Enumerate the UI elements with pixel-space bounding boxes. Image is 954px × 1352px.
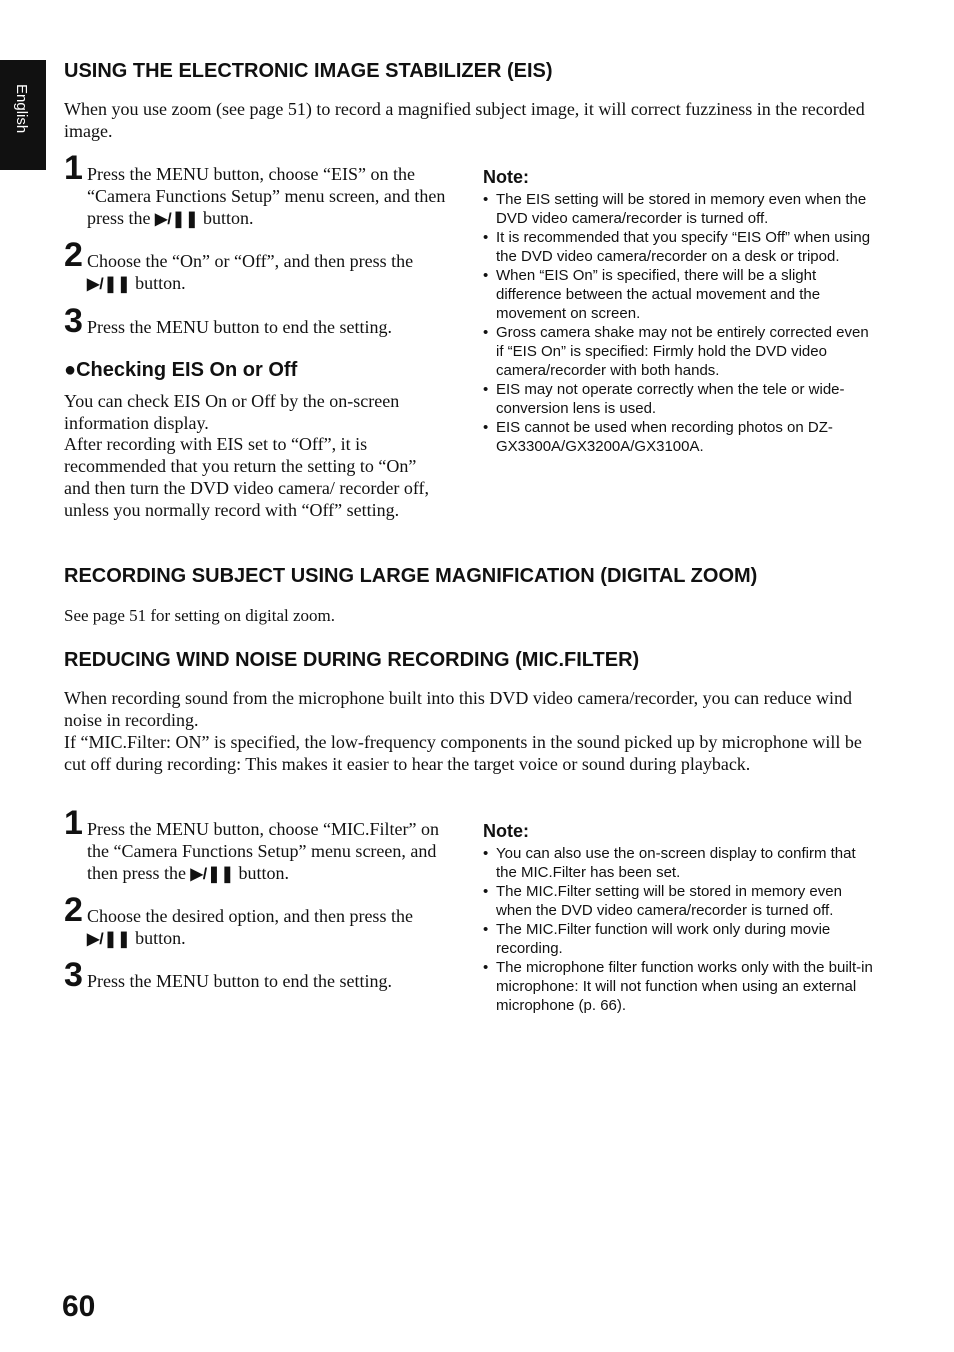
eis-step-3	[64, 302, 456, 340]
page-number: 60	[62, 1290, 96, 1323]
note-title: Note:	[483, 167, 529, 187]
note-item: • The MIC.Filter setting will be stored in memory even when the DVD video camera/recorder is turned off.	[483, 883, 842, 919]
eis-note	[483, 168, 875, 456]
play-pause-icon: ▶/❚❚	[87, 276, 131, 293]
mic-filter-heading: REDUCING WIND NOISE DURING RECORDING (MIC.FILTER)	[64, 649, 640, 671]
step-text: Press the MENU button to end the setting.	[87, 317, 392, 337]
note-item: • EIS cannot be used when recording photos on DZ-GX3300A/GX3200A/GX3100A.	[483, 419, 833, 455]
step-number: 3	[64, 956, 83, 994]
eis-heading: USING THE ELECTRONIC IMAGE STABILIZER (EIS)	[64, 60, 553, 82]
step-text: Choose the desired option, and then press the	[87, 906, 413, 926]
step-text: Press the MENU button, choose “MIC.Filter” on the “Camera Functions Setup” menu screen, and then press the	[87, 819, 439, 883]
step-number: 2	[64, 891, 83, 929]
play-pause-icon: ▶/❚❚	[190, 866, 235, 883]
note-item: • The microphone filter function works only with the built-in microphone: It will not function when using an external microphone (p. 66).	[483, 959, 873, 1014]
mic-note	[483, 822, 875, 1015]
language-side-tab	[0, 60, 46, 170]
mic-step-2: 2 Choose the desired option, and then press the ▶/❚❚ button.	[64, 891, 413, 948]
mic-filter-intro-2: If “MIC.Filter: ON” is specified, the low-frequency components in the sound picked up by microphone will be cut off during recording: This makes it easier to hear the target voice or sound during playback.	[64, 732, 862, 774]
note-item: • EIS may not operate correctly when the tele or wide-conversion lens is used.	[483, 381, 845, 417]
note-title: Note:	[483, 821, 529, 841]
step-number: 3	[64, 302, 83, 340]
check-eis-text-1: You can check EIS On or Off by the on-screen information display.	[64, 391, 400, 433]
mic-step-1: 1 Press the MENU button, choose “MIC.Filter” on the “Camera Functions Setup” menu screen, and then press the ▶/❚❚ button.	[64, 804, 439, 883]
note-item: • Gross camera shake may not be entirely corrected even if “EIS On” is specified: Firmly hold the DVD video camera/recorder with both hands.	[483, 324, 869, 379]
step-text: Press the MENU button to end the setting.	[87, 971, 392, 991]
check-eis-text-2: After recording with EIS set to “Off”, it is recommended that you return the setting to “On” and then turn the DVD video camera/ recorder off, unless you normally record with “Off” setting.	[64, 434, 430, 520]
step-text: Choose the “On” or “Off”, and then press the	[87, 251, 414, 271]
eis-step-2: 2 Choose the “On” or “Off”, and then press the ▶/❚❚ button.	[64, 236, 414, 293]
digital-zoom-text: See page 51 for setting on digital zoom.	[64, 606, 335, 625]
play-pause-icon: ▶/❚❚	[87, 931, 131, 948]
bullet-circle-icon: ●	[64, 359, 77, 381]
note-item: • You can also use the on-screen display to confirm that the MIC.Filter has been set.	[483, 845, 856, 881]
note-item: • It is recommended that you specify “EIS Off” when using the DVD video camera/recorder on a desk or tripod.	[483, 229, 871, 265]
mic-filter-intro-1: When recording sound from the microphone built into this DVD video camera/recorder, you can reduce wind noise in recording.	[64, 688, 853, 730]
note-item: • The MIC.Filter function will work only during movie recording.	[483, 921, 831, 957]
play-pause-icon: ▶/❚❚	[154, 211, 199, 228]
step-number: 1	[64, 149, 83, 187]
step-number: 2	[64, 236, 83, 274]
language-label: English	[13, 84, 30, 134]
step-text: Press the MENU button, choose “EIS” on the “Camera Functions Setup” menu screen, and then press the	[87, 164, 446, 228]
check-eis-heading: ●Checking EIS On or Off	[64, 359, 298, 381]
digital-zoom-heading: RECORDING SUBJECT USING LARGE MAGNIFICATION (DIGITAL ZOOM)	[64, 565, 758, 587]
note-item: • When “EIS On” is specified, there will be a slight difference between the actual movement and the movement on screen.	[483, 267, 821, 322]
eis-intro: When you use zoom (see page 51) to record a magnified subject image, it will correct fuzziness in the recorded image.	[64, 99, 865, 141]
eis-step-1: 1 Press the MENU button, choose “EIS” on the “Camera Functions Setup” menu screen, and then press the ▶/❚❚ button.	[64, 149, 446, 228]
step-number: 1	[64, 804, 83, 842]
note-item: • The EIS setting will be stored in memory even when the DVD video camera/recorder is turned off.	[483, 191, 867, 227]
mic-step-3	[64, 956, 456, 994]
